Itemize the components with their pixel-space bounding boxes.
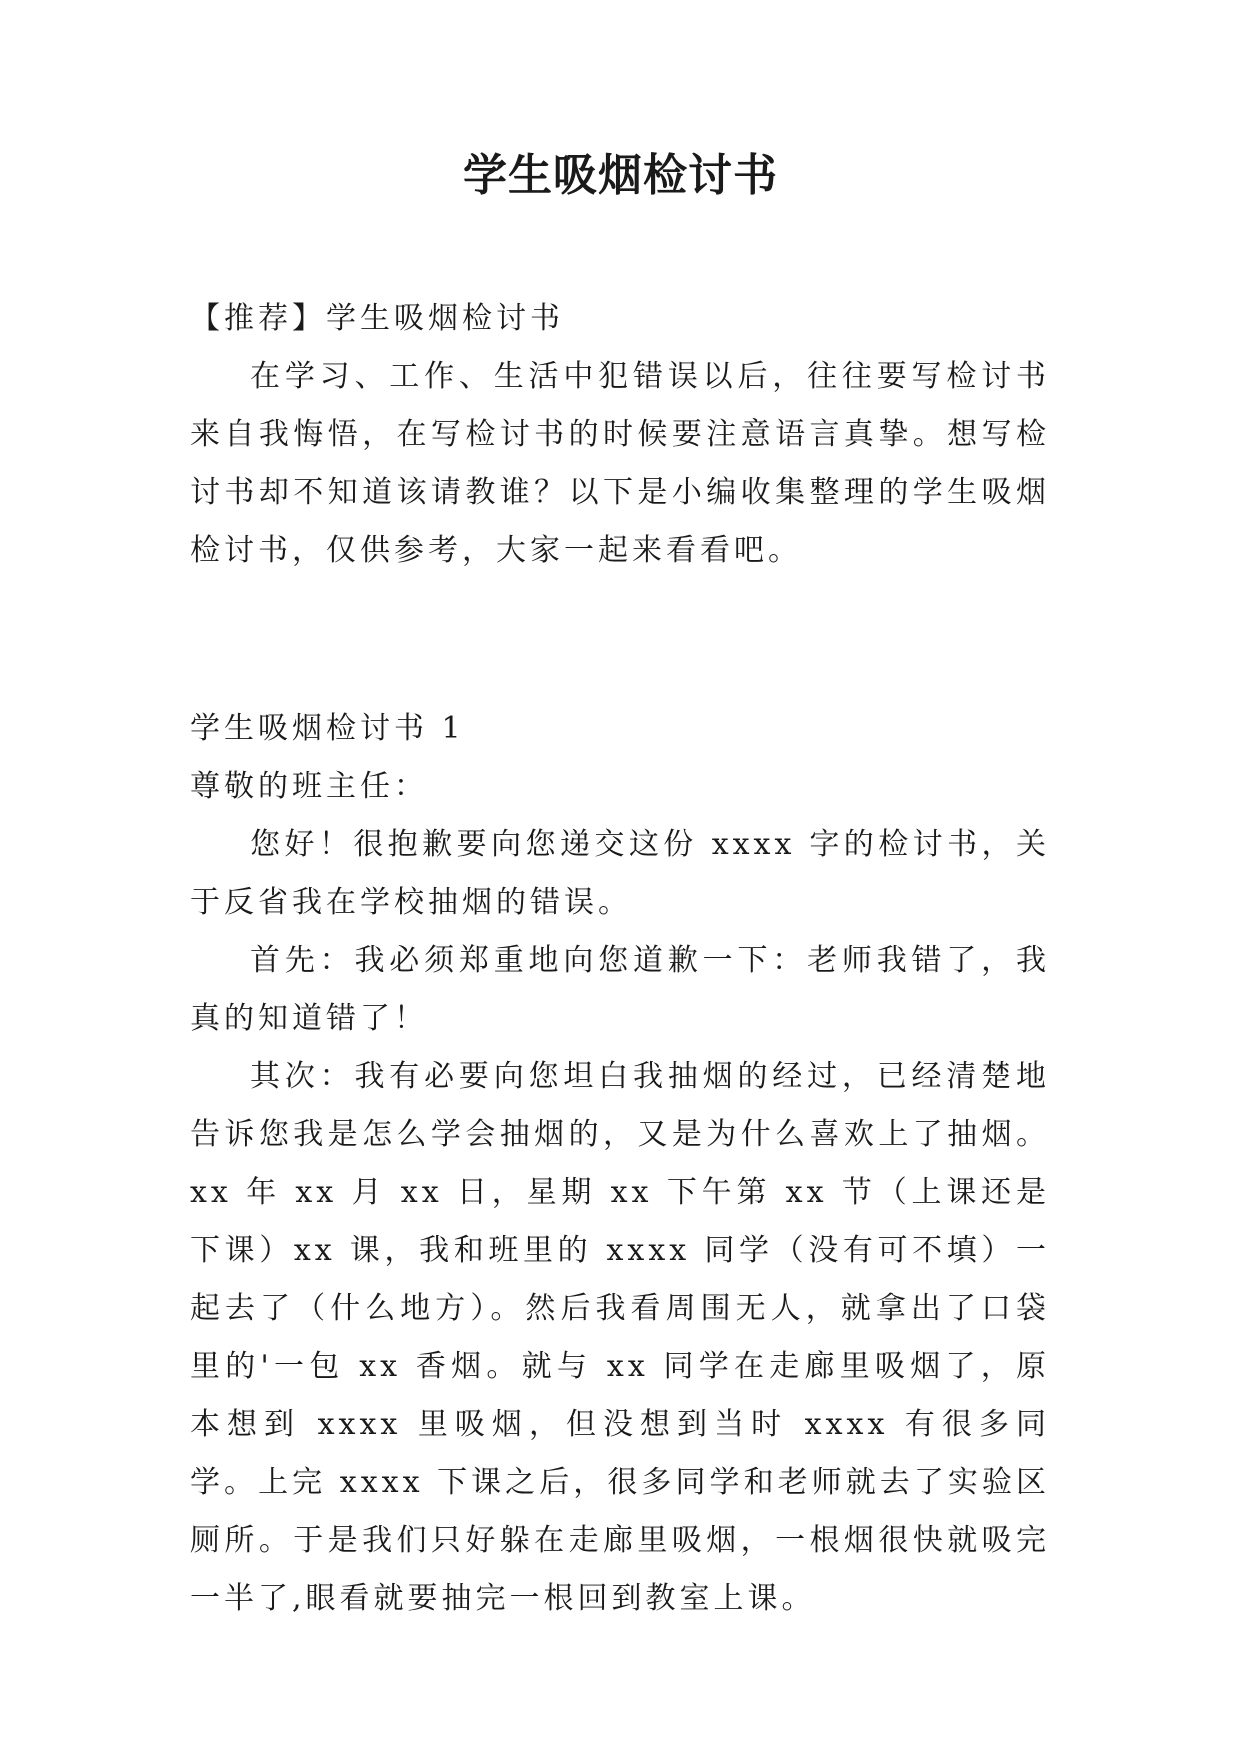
letter-paragraph: 首先：我必须郑重地向您道歉一下：老师我错了，我真的知道错了！ (190, 943, 1050, 1036)
letter-salutation: 尊敬的班主任： (190, 769, 428, 804)
letter-paragraph: 您好！很抱歉要向您递交这份 xxxx 字的检讨书，关于反省我在学校抽烟的错误。 (190, 827, 1050, 920)
letter-section (190, 700, 1050, 1628)
intro-section (190, 290, 1050, 580)
letter-heading: 学生吸烟检讨书 1 (190, 711, 465, 746)
intro-paragraph: 在学习、工作、生活中犯错误以后，往往要写检讨书来自我悔悟，在写检讨书的时候要注意语言真挚。想写检讨书却不知道该请教谁？以下是小编收集整理的学生吸烟检讨书，仅供参考，大家一起来看看吧。 (190, 359, 1050, 568)
document-title: 学生吸烟检讨书 (463, 150, 778, 201)
letter-paragraph: 其次：我有必要向您坦白我抽烟的经过，已经清楚地告诉您我是怎么学会抽烟的，又是为什么喜欢上了抽烟。xx 年 xx 月 xx 日，星期 xx 下午第 xx 节（上课还是下课）xx 课，我和班里的 xxxx 同学（没有可不填）一起去了（什么地方）。然后我看周围无人，就拿出了口袋里的'一包 xx 香烟。就与 xx 同学在走廊里吸烟了，原本想到 xxxx 里吸烟，但没想到当时 xxxx 有很多同学。上完 xxxx 下课之后，很多同学和老师就去了实验区厕所。于是我们只好躲在走廊里吸烟，一根烟很快就吸完一半了,眼看就要抽完一根回到教室上课。 (190, 1059, 1050, 1616)
recommend-line: 【推荐】学生吸烟检讨书 (190, 301, 564, 336)
